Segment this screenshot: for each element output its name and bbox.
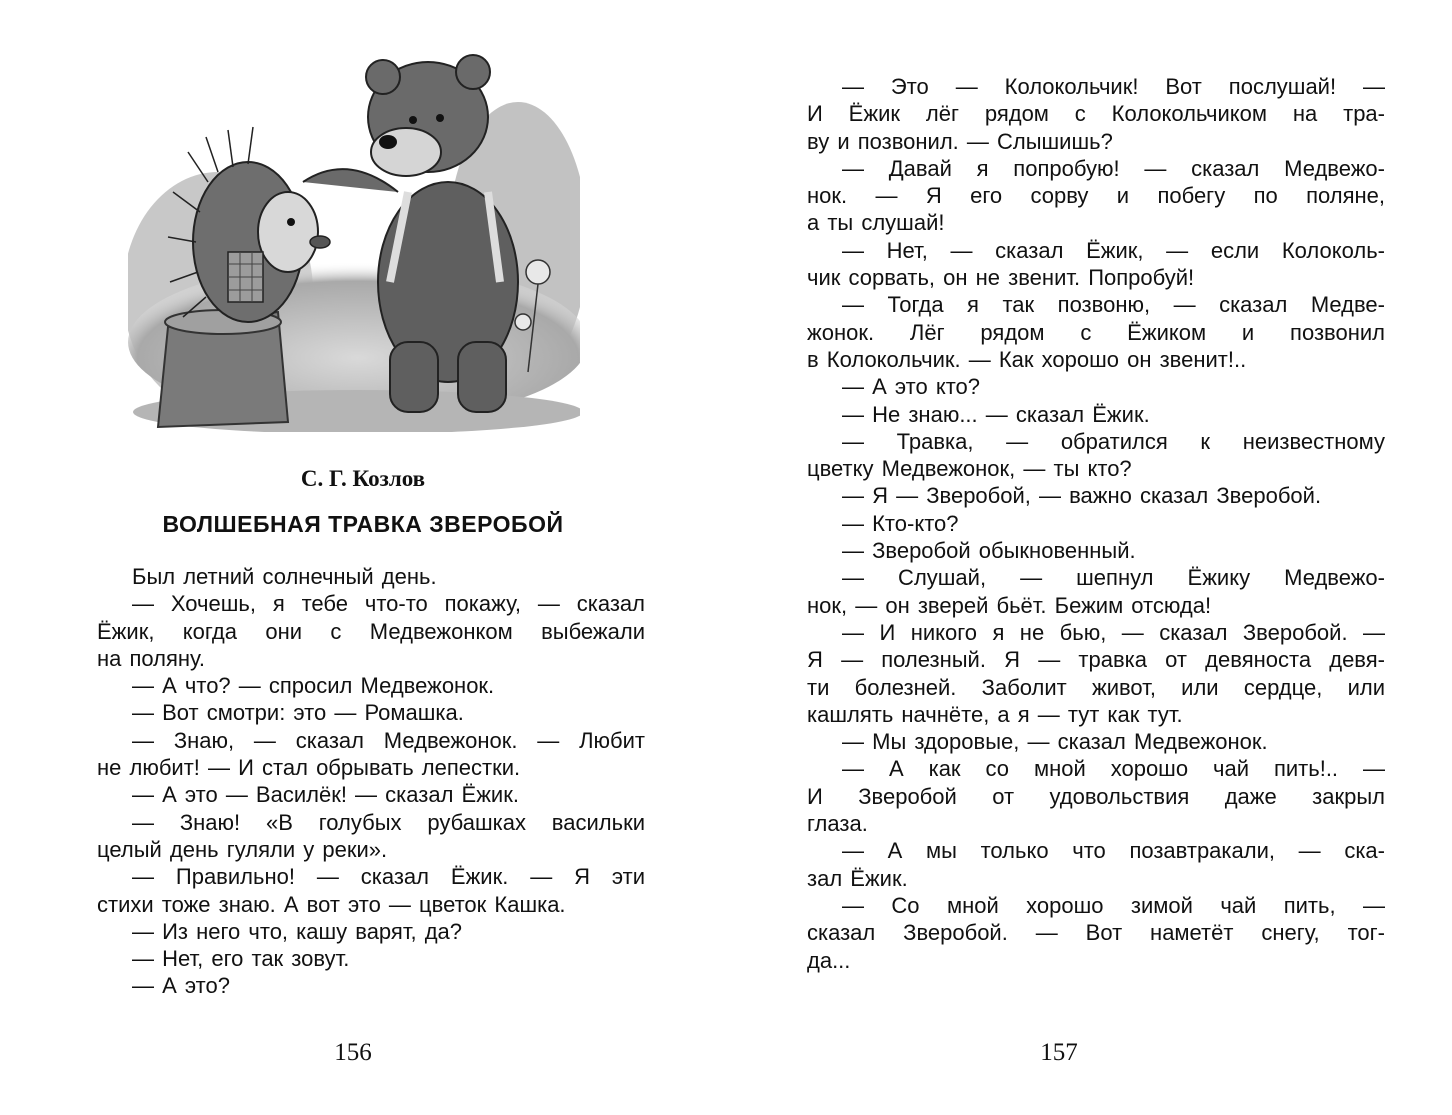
text-line: — А это — Василёк! — сказал Ёжик. [132, 782, 519, 808]
text-line: — Из него что, кашу варят, да? [132, 918, 463, 944]
text-line: Я — полезный. Я — травка от девяноста девя- [807, 647, 1385, 673]
text-line: нок, — он зверей бьёт. Бежим отсюда! [807, 592, 1212, 618]
text-line: — А как со мной хорошо чай пить!.. — [842, 756, 1385, 782]
text-line: — Давай я попробую! — сказал Медвежо- [842, 155, 1385, 181]
text-line: — Травка, — обратился к неизвестному [842, 428, 1385, 454]
author-name: С. Г. Козлов [300, 466, 426, 491]
text-line: — Правильно! — сказал Ёжик. — Я эти [132, 864, 645, 890]
text-line: да... [807, 947, 851, 973]
text-line: глаза. [807, 811, 868, 837]
text-line: не любит! — И стал обрывать лепестки. [97, 755, 521, 781]
story-title: ВОЛШЕБНАЯ ТРАВКА ЗВЕРОБОЙ [162, 511, 564, 537]
right-page-text [807, 73, 1385, 974]
text-line: — Хочешь, я тебе что-то покажу, — сказал [132, 591, 645, 617]
page-number: 157 [1040, 1039, 1078, 1066]
text-line: на поляну. [97, 645, 205, 671]
text-line: — Нет, его так зовут. [132, 946, 350, 972]
text-line: — Знаю, — сказал Медвежонок. — Любит [132, 727, 645, 753]
text-line: — Зверобой обыкновенный. [842, 538, 1136, 564]
text-line: — Знаю! «В голубых рубашках васильки [132, 809, 645, 835]
hedgehog-and-bear-illustration [128, 42, 580, 432]
text-line: — Я — Зверобой, — важно сказал Зверобой. [842, 483, 1322, 509]
text-line: кашлять начнёте, а я — тут как тут. [807, 701, 1183, 727]
text-line: ву и позвонил. — Слышишь? [807, 128, 1113, 154]
text-line: — Со мной хорошо зимой чай пить, — [842, 892, 1385, 918]
text-line: — А это кто? [842, 374, 980, 400]
text-line: — Тогда я так позвоню, — сказал Медве- [842, 292, 1385, 318]
text-line: — А мы только что позавтракали, — ска- [842, 838, 1385, 864]
text-line: а ты слушай! [807, 210, 945, 236]
text-line: — Нет, — сказал Ёжик, — если Колоколь- [842, 237, 1385, 263]
text-line: сказал Зверобой. — Вот наметёт снегу, тог- [807, 920, 1385, 946]
text-line: Был летний солнечный день. [132, 564, 437, 589]
text-line: жонок. Лёг рядом с Ёжиком и позвонил [807, 319, 1385, 345]
right-page [726, 0, 1452, 1115]
text-line: — Мы здоровые, — сказал Медвежонок. [842, 729, 1268, 755]
text-line: чик сорвать, он не звенит. Попробуй! [807, 265, 1195, 291]
page-number: 156 [334, 1039, 372, 1066]
text-line: — Слушай, — шепнул Ёжику Медвежо- [842, 565, 1385, 591]
text-line: нок. — Я его сорву и побегу по поляне, [807, 183, 1385, 209]
text-line: цветку Медвежонок, — ты кто? [807, 456, 1132, 482]
text-line: — И никого я не бью, — сказал Зверобой. — [842, 619, 1385, 645]
left-page-text [97, 563, 645, 1000]
text-line: — Не знаю... — сказал Ёжик. [842, 401, 1150, 427]
text-line: — А это? [132, 973, 230, 999]
text-line: И Ёжик лёг рядом с Колокольчиком на тра- [807, 101, 1385, 127]
text-line: ти болезней. Заболит живот, или сердце, или [807, 674, 1385, 700]
text-line: — Вот смотри: это — Ромашка. [132, 700, 464, 726]
text-line: — Кто-кто? [842, 510, 959, 536]
text-line: И Зверобой от удовольствия даже закрыл [807, 783, 1385, 809]
text-line: в Колокольчик. — Как хорошо он звенит!.. [807, 346, 1247, 372]
text-line: — Это — Колокольчик! Вот послушай! — [842, 74, 1385, 99]
text-line: зал Ёжик. [807, 865, 908, 891]
text-line: стихи тоже знаю. А вот это — цветок Кашка. [97, 891, 566, 917]
text-line: — А что? — спросил Медвежонок. [132, 673, 495, 699]
text-line: целый день гуляли у реки». [97, 836, 388, 862]
text-line: Ёжик, когда они с Медвежонком выбежали [97, 618, 645, 644]
